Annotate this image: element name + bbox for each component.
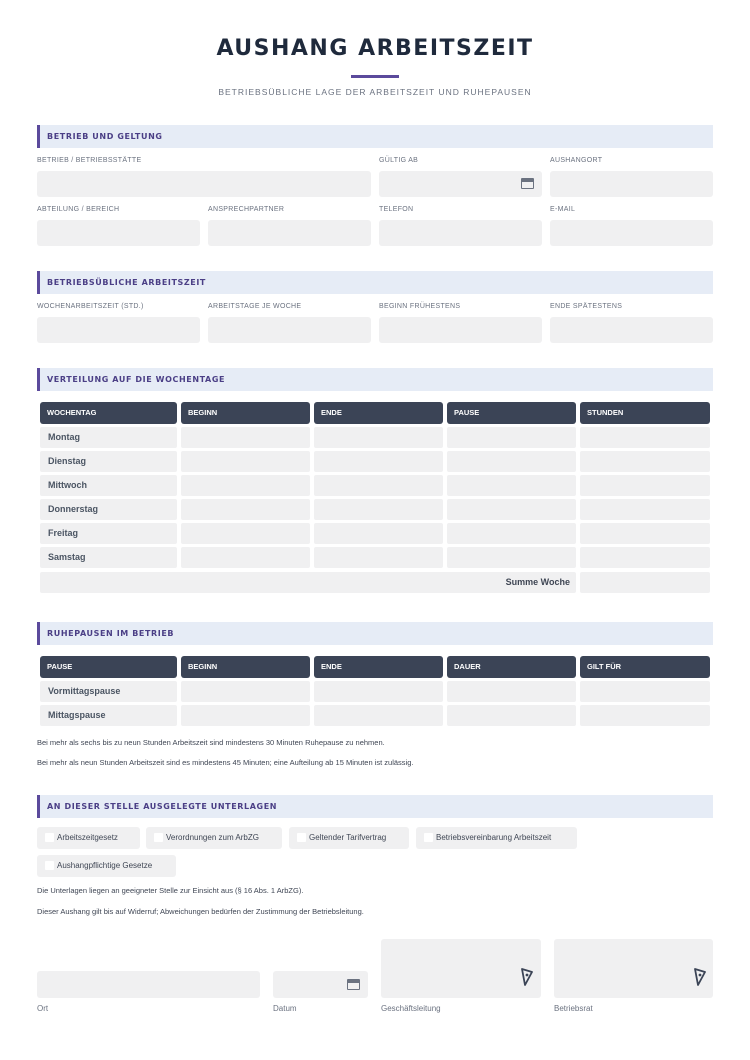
freitag-beginn-cell[interactable] — [181, 523, 310, 544]
telefon-field[interactable] — [379, 220, 542, 246]
th-pause: PAUSE — [447, 402, 576, 424]
label-telefon: TELEFON — [379, 206, 414, 213]
summe-woche-label: Summe Woche — [505, 577, 570, 587]
row-label-mittwoch: Mittwoch — [48, 480, 87, 490]
pen-nib-icon — [693, 968, 707, 986]
vormittagspause-beginn-cell[interactable] — [181, 681, 310, 702]
section-header-wochentage — [37, 368, 713, 391]
samstag-stunden-cell[interactable] — [580, 547, 710, 568]
unterlagen-note-2: Dieser Aushang gilt bis auf Widerruf; Abweichungen bedürfen der Zustimmung der Betriebsleitung. — [37, 907, 364, 916]
calendar-icon[interactable] — [521, 178, 534, 189]
checkbox-verordnungen[interactable]: Verordnungen zum ArbZG — [146, 827, 282, 849]
label-ansprechpartner: ANSPRECHPARTNER — [208, 206, 285, 213]
ruhepausen-note-2: Bei mehr als neun Stunden Arbeitszeit sind es mindestens 45 Minuten; eine Aufteilung ab 15 Minuten ist zulässig. — [37, 758, 414, 767]
label-beginn-fruehestens: BEGINN FRÜHESTENS — [379, 303, 461, 310]
section-title: BETRIEB UND GELTUNG — [47, 132, 163, 141]
row-label-samstag: Samstag — [48, 552, 86, 562]
label-betrieb: BETRIEB / BETRIEBSSTÄTTE — [37, 157, 142, 164]
mittwoch-beginn-cell[interactable] — [181, 475, 310, 496]
checkbox-betriebsvereinbarung[interactable]: Betriebsvereinbarung Arbeitszeit — [416, 827, 577, 849]
betrieb-field[interactable] — [37, 171, 371, 197]
montag-stunden-cell[interactable] — [580, 427, 710, 448]
th-beginn: BEGINN — [181, 656, 310, 678]
donnerstag-pause-cell[interactable] — [447, 499, 576, 520]
beginn-fruehestens-field[interactable] — [379, 317, 542, 343]
section-title: VERTEILUNG AUF DIE WOCHENTAGE — [47, 375, 226, 384]
ort-field[interactable] — [37, 971, 260, 998]
vormittagspause-dauer-cell[interactable] — [447, 681, 576, 702]
freitag-pause-cell[interactable] — [447, 523, 576, 544]
samstag-beginn-cell[interactable] — [181, 547, 310, 568]
th-stunden: STUNDEN — [580, 402, 710, 424]
row-label-mittagspause: Mittagspause — [48, 710, 106, 720]
calendar-icon[interactable] — [347, 979, 360, 990]
dienstag-beginn-cell[interactable] — [181, 451, 310, 472]
label-aushangort: AUSHANGORT — [550, 157, 603, 164]
th-gilt-fuer: GILT FÜR — [580, 656, 710, 678]
label-arbeitstage: ARBEITSTAGE JE WOCHE — [208, 303, 302, 310]
geschaeftsleitung-signature-field[interactable] — [381, 939, 541, 998]
donnerstag-ende-cell[interactable] — [314, 499, 443, 520]
vormittagspause-ende-cell[interactable] — [314, 681, 443, 702]
row-label-donnerstag: Donnerstag — [48, 504, 99, 514]
abteilung-field[interactable] — [37, 220, 200, 246]
row-label-freitag: Freitag — [48, 528, 79, 538]
th-dauer: DAUER — [447, 656, 576, 678]
arbeitstage-field[interactable] — [208, 317, 371, 343]
pen-nib-icon — [520, 968, 534, 986]
mittagspause-beginn-cell[interactable] — [181, 705, 310, 726]
betriebsrat-label: Betriebsrat — [554, 1004, 593, 1013]
label-ende-spaetestens: ENDE SPÄTESTENS — [550, 303, 623, 310]
label-gueltig-ab: GÜLTIG AB — [379, 157, 419, 164]
section-header-betrieb — [37, 125, 713, 148]
section-title: AN DIESER STELLE AUSGELEGTE UNTERLAGEN — [47, 802, 278, 811]
dienstag-stunden-cell[interactable] — [580, 451, 710, 472]
ansprechpartner-field[interactable] — [208, 220, 371, 246]
ende-spaetestens-field[interactable] — [550, 317, 713, 343]
summe-woche-cell[interactable] — [580, 572, 710, 593]
mittwoch-stunden-cell[interactable] — [580, 475, 710, 496]
mittwoch-pause-cell[interactable] — [447, 475, 576, 496]
th-wochentag: WOCHENTAG — [40, 402, 177, 424]
ruhepausen-note-1: Bei mehr als sechs bis zu neun Stunden Arbeitszeit sind mindestens 30 Minuten Ruhepause zu nehmen. — [37, 738, 385, 747]
datum-field[interactable] — [273, 971, 368, 998]
label-wochenarbeitszeit: WOCHENARBEITSZEIT (STD.) — [37, 303, 144, 310]
gueltig-ab-field[interactable] — [379, 171, 542, 197]
label-abteilung: ABTEILUNG / BEREICH — [37, 206, 120, 213]
th-beginn: BEGINN — [181, 402, 310, 424]
freitag-ende-cell[interactable] — [314, 523, 443, 544]
montag-pause-cell[interactable] — [447, 427, 576, 448]
freitag-stunden-cell[interactable] — [580, 523, 710, 544]
donnerstag-stunden-cell[interactable] — [580, 499, 710, 520]
dienstag-ende-cell[interactable] — [314, 451, 443, 472]
section-header-ruhepausen — [37, 622, 713, 645]
row-label-montag: Montag — [48, 432, 80, 442]
th-pause: PAUSE — [40, 656, 177, 678]
row-label-vormittagspause: Vormittagspause — [48, 686, 121, 696]
page-title: AUSHANG ARBEITSZEIT — [216, 36, 534, 61]
email-field[interactable] — [550, 220, 713, 246]
section-title: RUHEPAUSEN IM BETRIEB — [47, 629, 175, 638]
th-ende: ENDE — [314, 656, 443, 678]
th-ende: ENDE — [314, 402, 443, 424]
label-email: E-MAIL — [550, 206, 576, 213]
donnerstag-beginn-cell[interactable] — [181, 499, 310, 520]
section-header-arbeitszeit — [37, 271, 713, 294]
montag-beginn-cell[interactable] — [181, 427, 310, 448]
datum-label: Datum — [273, 1004, 297, 1013]
ort-label: Ort — [37, 1004, 49, 1013]
samstag-pause-cell[interactable] — [447, 547, 576, 568]
mittwoch-ende-cell[interactable] — [314, 475, 443, 496]
checkbox-tarifvertrag[interactable]: Geltender Tarifvertrag — [289, 827, 409, 849]
samstag-ende-cell[interactable] — [314, 547, 443, 568]
checkbox-arbeitszeitgesetz[interactable]: Arbeitszeitgesetz — [37, 827, 140, 849]
section-title: BETRIEBSÜBLICHE ARBEITSZEIT — [47, 278, 206, 287]
section-header-unterlagen — [37, 795, 713, 818]
geschaeftsleitung-label: Geschäftsleitung — [381, 1004, 441, 1013]
dienstag-pause-cell[interactable] — [447, 451, 576, 472]
mittagspause-gilt-cell[interactable] — [580, 705, 710, 726]
mittagspause-ende-cell[interactable] — [314, 705, 443, 726]
mittagspause-dauer-cell[interactable] — [447, 705, 576, 726]
betriebsrat-signature-field[interactable] — [554, 939, 713, 998]
page-subtitle: BETRIEBSÜBLICHE LAGE DER ARBEITSZEIT UND RUHEPAUSEN — [218, 87, 532, 97]
wochenarbeitszeit-field[interactable] — [37, 317, 200, 343]
vormittagspause-gilt-cell[interactable] — [580, 681, 710, 702]
row-label-dienstag: Dienstag — [48, 456, 87, 466]
montag-ende-cell[interactable] — [314, 427, 443, 448]
aushangort-field[interactable] — [550, 171, 713, 197]
checkbox-aushangpflichtige-gesetze[interactable]: Aushangpflichtige Gesetze — [37, 855, 176, 877]
unterlagen-note-1: Die Unterlagen liegen an geeigneter Stelle zur Einsicht aus (§ 16 Abs. 1 ArbZG). — [37, 886, 304, 895]
title-underline — [351, 75, 399, 78]
